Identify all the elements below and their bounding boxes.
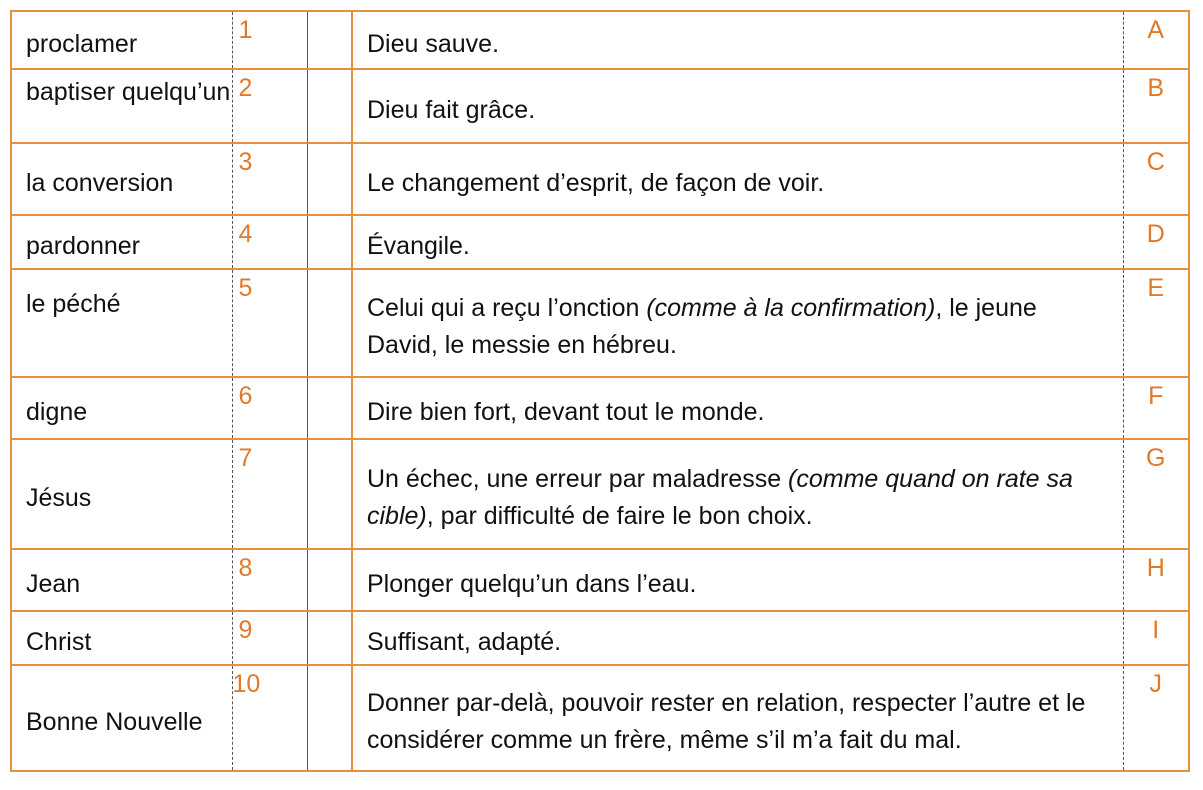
- definition-letter: E: [1123, 269, 1189, 377]
- definition-letter: D: [1123, 215, 1189, 269]
- term-number: 10: [232, 665, 307, 771]
- definition-text: Celui qui a reçu l’onction: [367, 294, 647, 322]
- answer-blank: [307, 665, 352, 771]
- definition-letter: J: [1123, 665, 1189, 771]
- term-cell: pardonner: [11, 215, 232, 269]
- table-row: [11, 215, 1189, 269]
- table-row: [11, 611, 1189, 665]
- definition-cell: [352, 439, 1123, 549]
- term-number: 8: [232, 549, 307, 611]
- definition-letter: A: [1123, 11, 1189, 69]
- term-number: 4: [232, 215, 307, 269]
- definition-cell: Dieu fait grâce.: [352, 69, 1123, 143]
- answer-blank: [307, 549, 352, 611]
- definition-cell: Dire bien fort, devant tout le monde.: [352, 377, 1123, 439]
- table-row: [11, 377, 1189, 439]
- definition-letter: C: [1123, 143, 1189, 215]
- term-number: 1: [232, 11, 307, 69]
- matching-table: [10, 10, 1190, 772]
- definition-cell: Le changement d’esprit, de façon de voir.: [352, 143, 1123, 215]
- answer-blank: [307, 69, 352, 143]
- definition-italic: (comme à la confirmation): [646, 294, 936, 322]
- answer-blank: [307, 269, 352, 377]
- term-cell: la conversion: [11, 143, 232, 215]
- answer-blank: [307, 143, 352, 215]
- definition-cell: Donner par-delà, pouvoir rester en relation, respecter l’autre et le considérer comme un frère, même s’il m’a fait du mal.: [352, 665, 1123, 771]
- definition-letter: H: [1123, 549, 1189, 611]
- term-cell: Bonne Nouvelle: [11, 665, 232, 771]
- term-cell: Christ: [11, 611, 232, 665]
- definition-cell: Évangile.: [352, 215, 1123, 269]
- term-cell: proclamer: [11, 11, 232, 69]
- term-number: 7: [232, 439, 307, 549]
- answer-blank: [307, 215, 352, 269]
- answer-blank: [307, 11, 352, 69]
- table-row: [11, 439, 1189, 549]
- definition-text: , le jeune David, le messie en hébreu.: [367, 294, 1037, 359]
- table-row: [11, 269, 1189, 377]
- term-number: 5: [232, 269, 307, 377]
- term-cell: Jésus: [11, 439, 232, 549]
- table-row: [11, 11, 1189, 69]
- answer-blank: [307, 611, 352, 665]
- answer-blank: [307, 377, 352, 439]
- definition-cell: Dieu sauve.: [352, 11, 1123, 69]
- definition-letter: I: [1123, 611, 1189, 665]
- term-cell: baptiser quelqu’un: [11, 69, 232, 143]
- answer-blank: [307, 439, 352, 549]
- definition-cell: [352, 269, 1123, 377]
- definition-cell: Suffisant, adapté.: [352, 611, 1123, 665]
- term-number: 6: [232, 377, 307, 439]
- term-number: 2: [232, 69, 307, 143]
- term-cell: le péché: [11, 269, 232, 377]
- term-cell: digne: [11, 377, 232, 439]
- term-number: 9: [232, 611, 307, 665]
- table-row: [11, 665, 1189, 771]
- term-number: 3: [232, 143, 307, 215]
- definition-text: , par difficulté de faire le bon choix.: [426, 502, 813, 530]
- table-row: [11, 69, 1189, 143]
- definition-letter: B: [1123, 69, 1189, 143]
- table-row: [11, 549, 1189, 611]
- definition-letter: F: [1123, 377, 1189, 439]
- table-row: [11, 143, 1189, 215]
- definition-letter: G: [1123, 439, 1189, 549]
- term-cell: Jean: [11, 549, 232, 611]
- definition-cell: Plonger quelqu’un dans l’eau.: [352, 549, 1123, 611]
- definition-italic: (comme quand on rate sa cible): [367, 465, 1073, 530]
- definition-text: Un échec, une erreur par maladresse: [367, 465, 789, 493]
